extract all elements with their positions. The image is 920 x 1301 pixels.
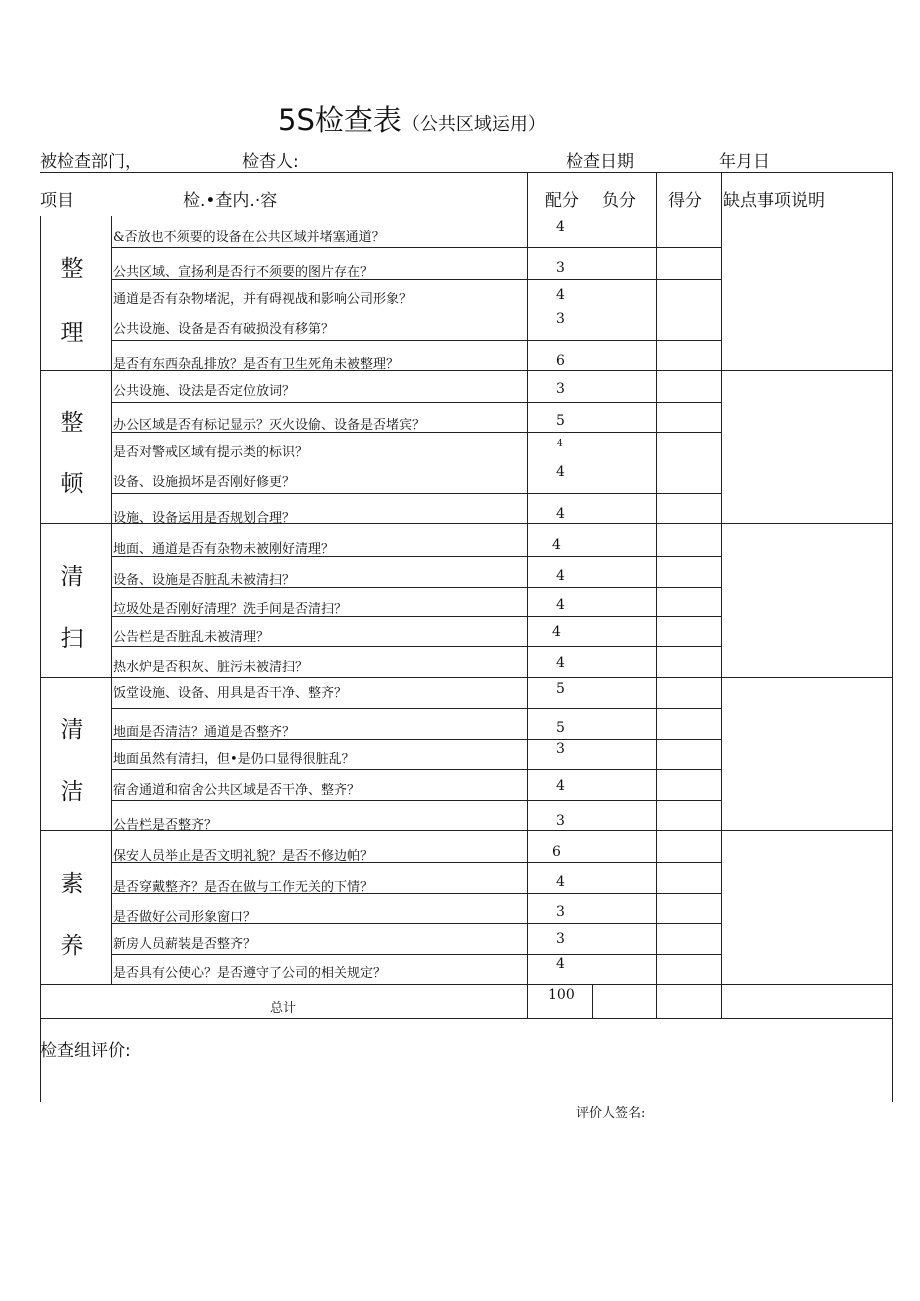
- category-char: 整: [60, 256, 84, 282]
- col-header-score: 得分: [668, 191, 702, 211]
- allot-score: 5: [556, 681, 565, 697]
- allot-score: 4: [556, 874, 565, 890]
- check-item: 保安人员举止是否文明礼貌？是否不修边帕？: [113, 849, 374, 864]
- category-column-border: [111, 216, 112, 984]
- check-item: 垃圾处是否刚好清理？洗手间是否清扫？: [113, 602, 348, 617]
- title-sub: （公共区域运用）: [401, 114, 546, 135]
- row-divider: [111, 769, 722, 770]
- allot-score: 4: [552, 537, 561, 553]
- check-item: 热水炉是否积灰、脏污未被清扫？: [113, 660, 309, 675]
- allot-score: 3: [556, 813, 565, 829]
- title-main: 5S检查表: [278, 103, 402, 137]
- signature-label: 评价人签名:: [576, 1106, 646, 1121]
- score-column-left-border: [656, 172, 657, 1019]
- allot-score: 4: [556, 597, 565, 613]
- category-char: 养: [60, 933, 84, 959]
- check-item: 是否穿戴整齐？是否在做与工作无关的下情？: [113, 880, 374, 895]
- allot-score: 4: [557, 439, 563, 449]
- allot-score: 5: [556, 720, 565, 736]
- category-char: 理: [60, 320, 84, 346]
- row-divider: [111, 247, 722, 248]
- check-item: 办公区域是否有标记显示？灭火设偷、设备是否堵宾？: [113, 418, 426, 433]
- allot-score: 5: [556, 413, 565, 429]
- allot-score: 3: [556, 260, 565, 276]
- notes-column-left-border: [721, 172, 722, 1019]
- category-char: 扫: [60, 626, 84, 652]
- allot-score: 3: [556, 931, 565, 947]
- allot-score: 6: [552, 844, 561, 860]
- check-item: 公共设施、设法是否定位放词？: [113, 384, 296, 399]
- col-header-item: 项目: [40, 191, 74, 211]
- allot-score: 4: [556, 506, 565, 522]
- check-item: 公共设施、设备是否有破损没有移第？: [113, 322, 335, 337]
- total-deduct-border: [592, 984, 593, 1019]
- check-item: 设备、设施损坏是否刚好修更？: [113, 475, 296, 490]
- category-char: 素: [60, 871, 84, 897]
- check-item: 是否有东西杂乱排放？是否有卫生死角未被整理？: [113, 357, 400, 372]
- allot-column-left-border: [527, 172, 528, 1019]
- col-header-allot: 配分: [545, 191, 579, 211]
- table-top-border: [40, 172, 893, 173]
- check-item: 饭堂设施、设备、用具是否干净、整齐？: [113, 686, 348, 701]
- row-divider: [111, 708, 722, 709]
- check-item: 是否具有公使心？是否遵守了公司的相关规定？: [113, 966, 387, 981]
- total-row-top-border: [40, 984, 893, 985]
- category-char: 洁: [60, 779, 84, 805]
- allot-score: 3: [556, 381, 565, 397]
- allot-score: 4: [556, 219, 565, 235]
- row-divider: [111, 340, 722, 341]
- allot-score: 3: [556, 904, 565, 920]
- check-item: 地面虽然有清扫，但•是仍口显得很脏乱？: [113, 752, 355, 767]
- row-divider: [111, 646, 722, 647]
- category-char: 顿: [60, 471, 84, 497]
- allot-score: 4: [556, 778, 565, 794]
- category-char: 清: [60, 564, 84, 590]
- allot-score: 4: [556, 956, 565, 972]
- check-item: 设备、设施是否脏乱未被清扫？: [113, 573, 296, 588]
- allot-score: 4: [552, 624, 561, 640]
- check-item: 设施、设备运用是否规划合理？: [113, 511, 296, 526]
- total-row-bottom-border: [40, 1018, 893, 1019]
- check-item: 地面、通道是否有杂物未被刚好清理？: [113, 542, 335, 557]
- date-label: 检查日期: [566, 152, 634, 172]
- allot-score: 4: [556, 655, 565, 671]
- category-char: 整: [60, 410, 84, 436]
- total-value: 100: [548, 987, 575, 1003]
- check-item: 宿舍通道和宿舍公共区域是否干净、整齐？: [113, 783, 361, 798]
- allot-score: 3: [556, 311, 565, 327]
- row-divider: [111, 493, 722, 494]
- evaluation-label: 检查组评价:: [40, 1041, 131, 1061]
- allot-score: 4: [556, 287, 565, 303]
- check-item: 是否对警戒区域有提示类的标识？: [113, 445, 309, 460]
- inspector-label: 检杳人:: [242, 152, 299, 172]
- col-header-notes: 缺点事项说明: [723, 191, 825, 211]
- dept-label: 被检查部门，: [40, 152, 142, 172]
- check-item: 地面是否清洁？通道是否整齐？: [113, 725, 296, 740]
- allot-score: 4: [556, 568, 565, 584]
- check-item: &否放也不须要的设备在公共区域并堵塞通道？: [113, 230, 385, 245]
- allot-score: 3: [556, 741, 565, 757]
- total-label: 总计: [270, 1001, 297, 1016]
- check-item: 公告栏是否整齐？: [113, 818, 218, 833]
- check-item: 通道是否有杂物堵泥，并有碍视战和影响公司形象？: [113, 292, 413, 307]
- table-left-border: [40, 216, 41, 1102]
- row-divider: [111, 402, 722, 403]
- col-header-deduct: 负分: [602, 191, 636, 211]
- allot-score: 4: [556, 464, 565, 480]
- row-divider: [111, 954, 722, 955]
- check-item: 新房人员薪装是否整齐？: [113, 937, 257, 952]
- check-item: 公共区域、宣扬利是否行不须要的图片存在？: [113, 265, 374, 280]
- col-header-content: 检.•查内.·容: [183, 191, 278, 211]
- table-right-border: [892, 172, 893, 1102]
- page-title: [278, 98, 546, 139]
- allot-score: 6: [556, 353, 565, 369]
- date-format: 年月日: [719, 152, 770, 172]
- row-divider: [111, 800, 722, 801]
- check-item: 是否做好公司形象窗口？: [113, 910, 257, 925]
- check-item: 公告栏是否脏乱未被清理？: [113, 630, 270, 645]
- category-char: 清: [60, 717, 84, 743]
- section-divider: [40, 677, 893, 678]
